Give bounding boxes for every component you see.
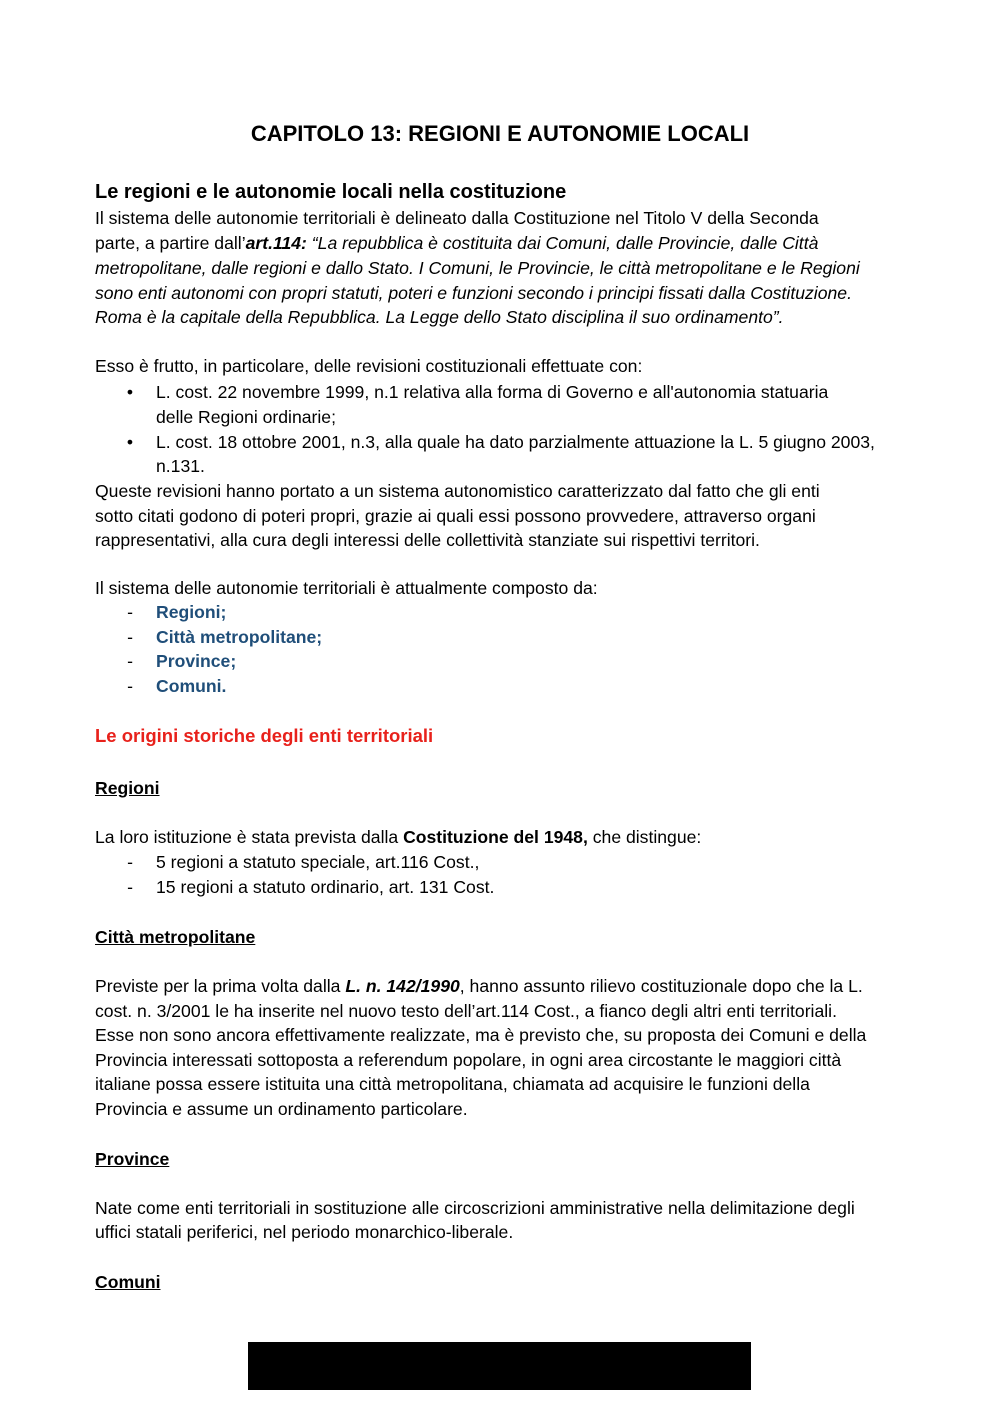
dash-icon: - <box>127 852 133 872</box>
quote-line: metropolitane, dalle regioni e dallo Stato. I Comuni, le Provincie, le città metropolitane e le Regioni <box>95 258 860 278</box>
dash-icon: - <box>127 877 133 897</box>
paragraph-line <box>95 974 863 998</box>
paragraph-line: rappresentativi, alla cura degli interessi delle collettività stanziate sui rispettivi territori. <box>95 530 760 550</box>
paragraph-line: Provincia e assume un ordinamento particolare. <box>95 1099 468 1119</box>
list-item-province: Province; <box>156 651 237 671</box>
paragraph-line <box>95 825 701 849</box>
bullet-icon: • <box>126 382 134 402</box>
section-heading-origini: Le origini storiche degli enti territoriali <box>95 725 434 746</box>
dash-icon: - <box>127 676 133 696</box>
list-item-comuni: Comuni. <box>156 676 227 696</box>
law-reference: L. n. 142/1990 <box>345 976 460 996</box>
paragraph-line: cost. n. 3/2001 le ha inserite nel nuovo testo dell’art.114 Cost., a fianco degli altri enti territoriali. <box>95 1001 837 1021</box>
quote-line: Roma è la capitale della Repubblica. La Legge dello Stato disciplina il suo ordinamento”. <box>95 307 784 327</box>
paragraph-line: Esse non sono ancora effettivamente realizzate, ma è previsto che, su proposta dei Comuni e della <box>95 1025 867 1045</box>
paragraph-line: Esso è frutto, in particolare, delle revisioni costituzionali effettuate con: <box>95 356 643 376</box>
paragraph-line <box>95 231 818 255</box>
dash-icon: - <box>127 602 133 622</box>
dash-icon: - <box>127 627 133 647</box>
paragraph-line: Il sistema delle autonomie territoriali è delineato dalla Costituzione nel Titolo V della Seconda <box>95 208 819 228</box>
list-item-line: L. cost. 18 ottobre 2001, n.3, alla quale ha dato parzialmente attuazione la L. 5 giugno 2003, <box>156 432 875 452</box>
paragraph-line: sotto citati godono di poteri propri, grazie ai quali essi possono provvedere, attraverso organi <box>95 506 816 526</box>
paragraph-line: Queste revisioni hanno portato a un sistema autonomistico caratterizzato dal fatto che gli enti <box>95 481 820 501</box>
list-item-line: 15 regioni a statuto ordinario, art. 131 Cost. <box>156 877 495 897</box>
subheading-regioni: Regioni <box>95 778 160 798</box>
text-run: che distingue: <box>587 827 702 847</box>
text-run: parte, a partire dall’ <box>95 233 246 253</box>
paragraph-line: Provincia interessati sottoposta a referendum popolare, in ogni area circostante le maggiori città <box>95 1050 842 1070</box>
list-item-line: n.131. <box>156 456 205 476</box>
paragraph-line: italiane possa essere istituita una città metropolitana, chiamata ad acquisire le funzioni della <box>95 1074 810 1094</box>
paragraph-line: Il sistema delle autonomie territoriali è attualmente composto da: <box>95 578 598 598</box>
bullet-icon: • <box>126 432 134 452</box>
dash-icon: - <box>127 651 133 671</box>
list-item-line: delle Regioni ordinarie; <box>156 407 336 427</box>
quote-text: “La repubblica è costituita dai Comuni, dalle Provincie, dalle Città <box>306 233 819 253</box>
article-reference: art.114: <box>245 233 307 253</box>
subheading-citta-metropolitane: Città metropolitane <box>95 927 256 947</box>
subheading-comuni: Comuni <box>95 1272 161 1292</box>
text-run: La loro istituzione è stata prevista dalla <box>95 827 404 847</box>
paragraph-line: Nate come enti territoriali in sostituzione alle circoscrizioni amministrative nella delimitazione degli <box>95 1198 855 1218</box>
paragraph-line: uffici statali periferici, nel periodo monarchico-liberale. <box>95 1222 514 1242</box>
quote-line: sono enti autonomi con propri statuti, poteri e funzioni secondo i principi fissati dalla Costituzione. <box>95 283 852 303</box>
list-item-regioni: Regioni; <box>156 602 227 622</box>
bold-run: Costituzione del 1948, <box>403 827 588 847</box>
list-item-citta: Città metropolitane; <box>156 627 323 647</box>
section-heading-costituzione: Le regioni e le autonomie locali nella costituzione <box>95 181 567 203</box>
list-item-line: 5 regioni a statuto speciale, art.116 Cost., <box>156 852 480 872</box>
chapter-title: CAPITOLO 13: REGIONI E AUTONOMIE LOCALI <box>250 121 750 146</box>
text-run: , hanno assunto rilievo costituzionale dopo che la L. <box>459 976 863 996</box>
subheading-province: Province <box>95 1149 170 1169</box>
list-item-line: L. cost. 22 novembre 1999, n.1 relativa alla forma di Governo e all'autonomia statuaria <box>156 382 829 402</box>
redaction-bar <box>248 1342 751 1390</box>
text-run: Previste per la prima volta dalla <box>95 976 346 996</box>
